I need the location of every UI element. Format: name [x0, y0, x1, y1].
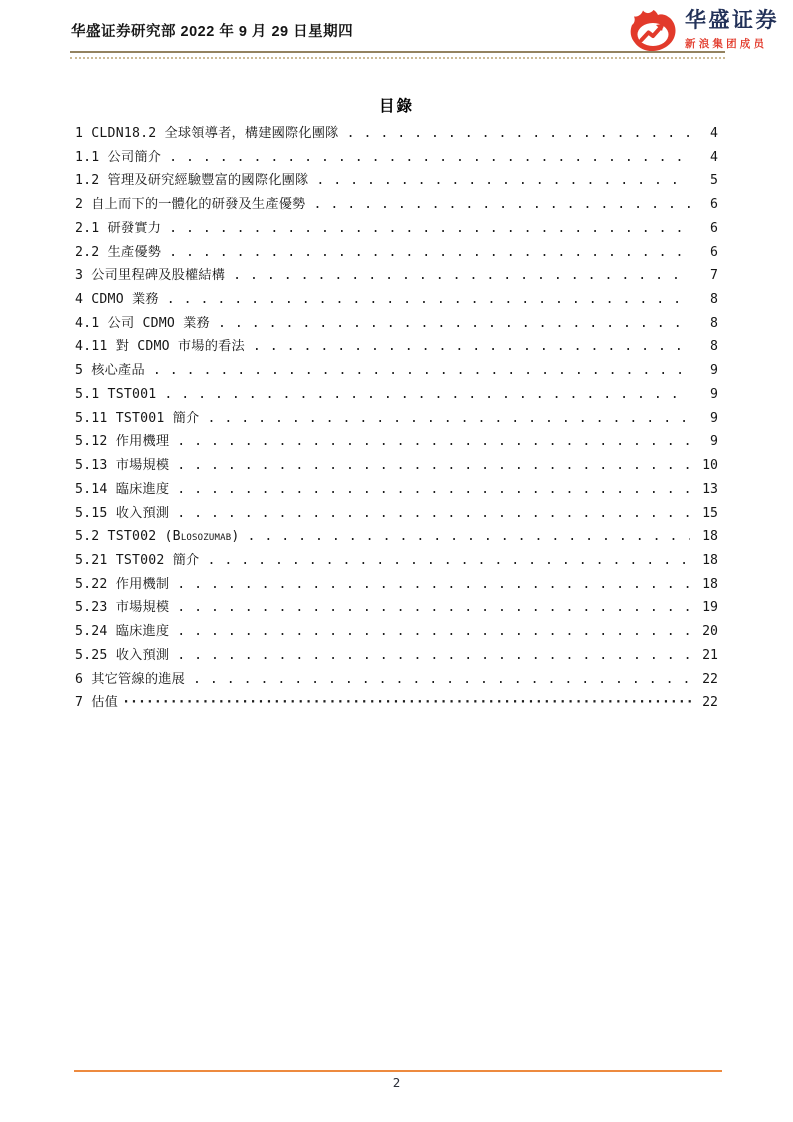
toc-entry-page: 8	[710, 292, 718, 308]
toc-entry[interactable]	[75, 454, 718, 478]
dot-leader	[218, 312, 690, 336]
toc-entry-page: 9	[710, 434, 718, 450]
toc-entry-page: 18	[702, 552, 718, 568]
dot-leader	[164, 383, 690, 407]
toc-entry-page: 6	[710, 220, 718, 236]
toc-entry-page: 8	[710, 315, 718, 331]
toc-entry-label: 2.1 研發實力	[75, 220, 162, 236]
footer-page-number: 2	[392, 1075, 401, 1090]
toc-entry-label: 2 自上而下的一體化的研發及生產優勢	[75, 197, 306, 213]
toc-entry[interactable]	[75, 264, 718, 288]
company-logo	[629, 7, 779, 53]
toc-entry-page: 9	[710, 410, 718, 426]
toc-entry-label: 5.13 市場規模	[75, 458, 170, 474]
toc-entry[interactable]	[75, 691, 718, 715]
toc-entry-page: 9	[710, 363, 718, 379]
toc-entry-page: 7	[710, 268, 718, 284]
toc-entry-label: 2.2 生產優勢	[75, 244, 162, 260]
toc-entry-label: 5.2 TST002 (Blosozumab)	[75, 529, 240, 545]
toc-entry[interactable]	[75, 122, 718, 146]
toc-entry-page: 18	[702, 529, 718, 545]
dot-leader	[169, 217, 690, 241]
dot-leader	[316, 169, 690, 193]
logo-brand-name: 华盛证券	[685, 9, 779, 33]
dot-leader	[193, 668, 690, 692]
dot-leader	[177, 478, 690, 502]
logo-text	[685, 9, 779, 50]
toc-entry-page: 22	[702, 695, 718, 711]
toc-entry[interactable]	[75, 525, 718, 549]
toc-entry[interactable]	[75, 146, 718, 170]
toc-title: 目錄	[378, 97, 414, 115]
toc-entry[interactable]	[75, 312, 718, 336]
toc-entry-page: 21	[702, 647, 718, 663]
toc-entry-page: 10	[702, 458, 718, 474]
dot-leader	[177, 620, 690, 644]
dot-leader	[167, 288, 690, 312]
toc-entry-label: 1.1 公司簡介	[75, 149, 162, 165]
dot-leader	[169, 241, 690, 265]
toc-entry[interactable]	[75, 383, 718, 407]
toc-entry[interactable]	[75, 478, 718, 502]
dot-leader	[207, 549, 690, 573]
toc-entry[interactable]	[75, 620, 718, 644]
toc-entry-label: 1 CLDN18.2 全球領導者，構建國際化團隊	[75, 126, 339, 141]
toc-entry[interactable]	[75, 644, 718, 668]
toc-entry-label: 3 公司里程碑及股權結構	[75, 268, 226, 284]
toc-entry[interactable]	[75, 241, 718, 265]
toc-entry[interactable]	[75, 288, 718, 312]
toc-entry-page: 8	[710, 339, 718, 355]
toc-entry-label: 6 其它管線的進展	[75, 671, 185, 687]
toc-entry[interactable]	[75, 169, 718, 193]
toc-entry-page: 6	[710, 197, 718, 213]
toc-entry[interactable]	[75, 407, 718, 431]
dot-leader	[153, 359, 690, 383]
toc-entry[interactable]	[75, 502, 718, 526]
toc-entry-label: 5.21 TST002 簡介	[75, 552, 200, 568]
dot-leader	[248, 525, 690, 549]
dot-leader	[177, 502, 690, 526]
toc-entry-label: 5.1 TST001	[75, 386, 157, 402]
toc-entry-label: 5.25 收入預測	[75, 647, 170, 663]
toc-entry-label: 5.12 作用機理	[75, 434, 170, 450]
dot-leader	[169, 146, 690, 170]
toc-entry[interactable]	[75, 335, 718, 359]
logo-tagline: 新浪集团成员	[685, 37, 768, 50]
toc-entry-page: 4	[710, 149, 718, 165]
dot-leader	[313, 193, 690, 217]
toc-entry[interactable]	[75, 359, 718, 383]
dot-leader	[253, 335, 690, 359]
toc-entry[interactable]	[75, 430, 718, 454]
toc-entry[interactable]	[75, 573, 718, 597]
toc-entry[interactable]	[75, 549, 718, 573]
dot-leader	[177, 573, 690, 597]
toc-entry-page: 6	[710, 244, 718, 260]
dot-leader	[177, 454, 690, 478]
header-rule-solid	[70, 51, 725, 53]
toc-list	[75, 122, 718, 715]
toc-entry-label: 5.11 TST001 簡介	[75, 410, 200, 426]
dot-leader	[177, 430, 690, 454]
toc-entry-label: 5.15 收入預測	[75, 505, 170, 521]
toc-entry-page: 13	[702, 481, 718, 497]
dot-leader	[177, 644, 690, 668]
toc-entry[interactable]	[75, 217, 718, 241]
toc-entry[interactable]	[75, 596, 718, 620]
toc-entry-page: 19	[702, 600, 718, 616]
toc-entry-label: 4.11 對 CDMO 市場的看法	[75, 339, 245, 355]
toc-entry-label: 5.14 臨床進度	[75, 481, 170, 497]
toc-entry-page: 5	[710, 173, 718, 189]
dot-leader	[207, 407, 690, 431]
toc-entry-page: 15	[702, 505, 718, 521]
toc-entry-label: 5 核心產品	[75, 363, 145, 379]
header-dept-date: 华盛证券研究部 2022 年 9 月 29 日星期四	[71, 24, 354, 40]
toc-entry-label: 7 估值	[75, 695, 119, 711]
toc-entry-label: 4.1 公司 CDMO 業務	[75, 315, 210, 331]
toc-entry-page: 18	[702, 576, 718, 592]
toc-entry-label: 1.2 管理及研究經驗豐富的國際化團隊	[75, 173, 309, 189]
toc-entry-page: 20	[702, 624, 718, 640]
dot-leader	[233, 264, 690, 288]
toc-entry-label: 5.24 臨床進度	[75, 624, 170, 640]
toc-entry-page: 22	[702, 671, 718, 687]
toc-entry-label: 5.23 市場規模	[75, 600, 170, 616]
footer-rule	[74, 1070, 722, 1072]
flame-eye-icon	[629, 7, 678, 53]
header-rule-dotted	[70, 57, 725, 59]
toc-entry-label: 5.22 作用機制	[75, 576, 170, 592]
toc-entry-page: 9	[710, 386, 718, 402]
dot-leader	[177, 596, 690, 620]
toc-entry[interactable]	[75, 193, 718, 217]
toc-entry-page: 4	[710, 126, 718, 141]
toc-entry[interactable]	[75, 668, 718, 692]
dot-leader	[122, 691, 694, 715]
dot-leader	[347, 122, 690, 146]
toc-entry-label: 4 CDMO 業務	[75, 292, 159, 308]
